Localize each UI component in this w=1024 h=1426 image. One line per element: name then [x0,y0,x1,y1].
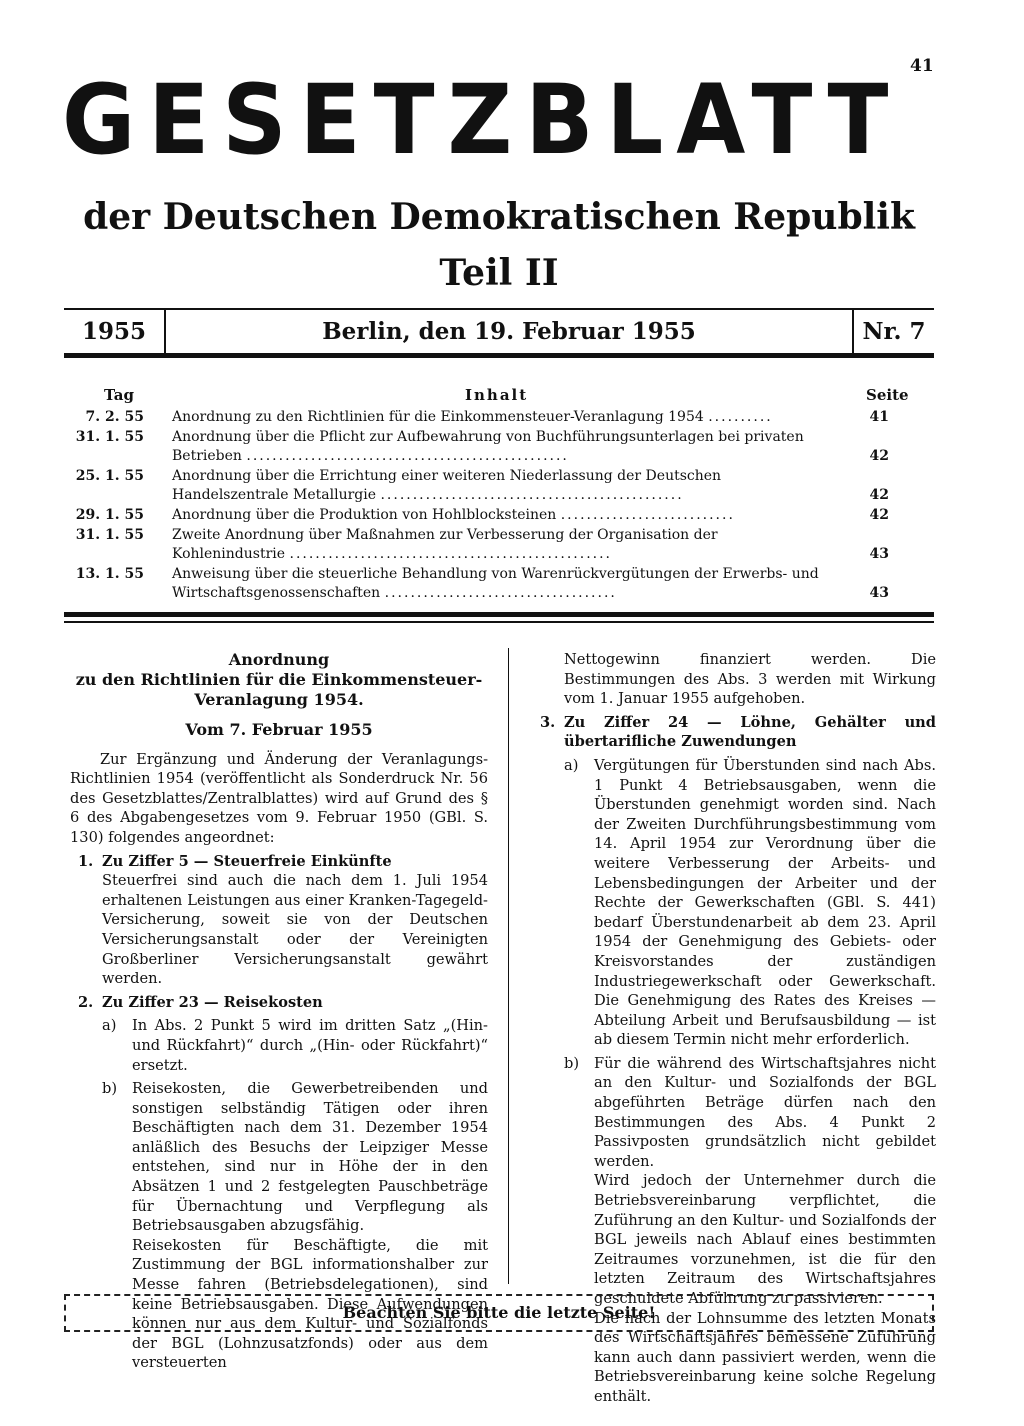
toc-entry: 25. 1. 55 Anordnung über die Errichtung einer weiteren Niederlassung der Deutschen Handelszentrale Metallurgie ............................................... 42 [64,467,934,505]
toc-title: Anweisung über die steuerliche Behandlung von Warenrückvergütungen der Erwerbs- und Wirtschaftsgenossenschaften [172,566,819,601]
issue-year: 1955 [81,318,146,345]
article-title-1: Anordnung [228,650,330,669]
toc-entry: 29. 1. 55 Anordnung über die Produktion von Hohlblocksteinen ........................... 42 [64,506,934,525]
sub-letter: a) [564,756,579,774]
sub-item [564,756,936,1050]
item-number: 2. [78,993,94,1011]
toc-page: 42 [869,448,889,464]
issue-info-bar [64,308,934,358]
toc-date: 31. 1. 55 [75,429,144,445]
column-divider [508,648,509,1284]
sub-item [564,1054,936,1407]
article-title-3: Veranlagung 1954. [194,690,364,709]
sub-letter: b) [564,1054,580,1072]
toc-page: 41 [869,409,889,425]
toc-title: Anordnung über die Errichtung einer weiteren Niederlassung der Deutschen Handelszentrale Metallurgie [172,468,722,503]
article-date: Vom 7. Februar 1955 [185,720,373,739]
masthead-subtitle: der Deutschen Demokratischen Republik [83,196,915,238]
toc-date: 13. 1. 55 [75,566,144,582]
toc-entry: 7. 2. 55 Anordnung zu den Richtlinien für die Einkommensteuer-Veranlagung 1954 .......... 41 [64,408,934,427]
table-of-contents [64,408,934,604]
sub-text: In Abs. 2 Punkt 5 wird im dritten Satz „(Hin- und Rückfahrt)“ durch „(Hin- oder Rückfahrt)“ ersetzt. [132,1017,488,1074]
notice-box: Beachten Sie bitte die letzte Seite! [64,1294,934,1332]
sub-text: Wird jedoch der Unternehmer durch die Betriebsvereinbarung verpflichtet, die Zuführung an den Kultur- und Sozialfonds der BGL jeweils nach Ablauf eines bestimmten Zeitraumes vorzunehmen, ist die für den letzten Zeitraum des Wirtschaftsjahres geschuldete Abführung zu passivieren. [594,1172,937,1307]
issue-place-date: Berlin, den 19. Februar 1955 [164,310,854,353]
toc-title: Anordnung über die Pflicht zur Aufbewahrung von Buchführungsunterlagen bei privaten Betrieben [172,429,804,464]
toc-title: Zweite Anordnung über Maßnahmen zur Verbesserung der Organisation der Kohlenindustrie [172,527,718,562]
toc-date: 29. 1. 55 [75,507,144,523]
sub-text: Reisekosten, die Gewerbetreibenden und sonstigen selbständig Tätigen oder ihren Beschäftigten nach dem 31. Dezember 1954 anläßlich des Besuchs der Leipziger Messe entstehen, sind nur in Höhe der in den Absätzen 1 und 2 festgelegten Pauschbeträge für Übernachtung und Verpflegung als Betriebsausgaben abzugsfähig. [132,1080,488,1235]
toc-col-page: Seite [866,386,909,404]
masthead-part: Teil II [439,252,559,294]
sub-text: Für die während des Wirtschaftsjahres nicht an den Kultur- und Sozialfonds der BGL abgeführten Beträge dürfen nach den Bestimmungen des Abs. 4 Punkt 2 Passivposten grundsätzlich nicht gebildet werden. [594,1054,936,1170]
item-heading: Zu Ziffer 24 — Löhne, Gehälter und übertarifliche Zuwendungen [564,713,936,751]
toc-title: Anordnung zu den Richtlinien für die Einkommensteuer-Veranlagung 1954 [172,409,704,425]
continuation-text: Nettogewinn finanziert werden. Die Bestimmungen des Abs. 3 werden mit Wirkung vom 1. Januar 1955 aufgehoben. [564,651,936,708]
left-column [70,650,488,1373]
article-title-2: zu den Richtlinien für die Einkommensteuer- [75,670,483,689]
sub-text: Reisekosten für Beschäftigte, die mit Zustimmung der BGL informationshalber zur Messe fahren (Betriebsdelegationen), sind keine Betriebsausgaben. Diese Aufwendungen können nur aus dem Kultur- und Sozialfonds der BGL (Lohnzusatzfonds) oder aus dem versteuerten [132,1236,488,1372]
toc-col-day: Tag [104,386,134,404]
sub-item [102,1016,488,1075]
page-number: 41 [910,56,934,76]
toc-entry: 31. 1. 55 Anordnung über die Pflicht zur Aufbewahrung von Buchführungsunterlagen bei privaten Betrieben .................................................. 42 [64,428,934,466]
toc-date: 31. 1. 55 [75,527,144,543]
toc-page: 42 [869,507,889,523]
toc-title: Anordnung über die Produktion von Hohlblocksteinen [172,507,557,523]
item-number: 3. [540,713,556,731]
sub-letter: b) [102,1080,118,1098]
toc-entry: 13. 1. 55 Anweisung über die steuerliche Behandlung von Warenrückvergütungen der Erwerbs- und Wirtschaftsgenossenschaften .................................... 43 [64,565,934,603]
sub-letter: a) [102,1017,117,1035]
toc-entry: 31. 1. 55 Zweite Anordnung über Maßnahmen zur Verbesserung der Organisation der Kohlenindustrie .................................................. 43 [64,526,934,564]
item-number: 1. [78,852,94,870]
item-text: Steuerfrei sind auch die nach dem 1. Juli 1954 erhaltenen Leistungen aus einer Kranken-Tagegeld-Versicherung, soweit sie von der Deutschen Versicherungsanstalt oder der Vereinigten Großberliner Versicherungsanstalt gewährt werden. [102,872,488,988]
divider [64,621,934,623]
toc-page: 43 [869,585,889,601]
toc-page: 42 [869,487,889,503]
toc-page: 43 [869,546,889,562]
toc-date: 25. 1. 55 [75,468,144,484]
item-heading: Zu Ziffer 5 — Steuerfreie Einkünfte [102,852,392,870]
sub-text: Vergütungen für Überstunden sind nach Abs. 1 Punkt 4 Betriebsausgaben, wenn die Überstunden genehmigt worden sind. Nach der Zweiten Durchführungsbestimmung vom 14. April 1954 zur Verordnung über die weitere Verbesserung der Arbeits- und Lebensbedingungen der Arbeiter und der Rechte der Gewerkschaften (GBl. S. 441) bedarf Überstundenarbeit ab dem 23. April 1954 der Genehmigung des Gebiets- oder Kreisvorstandes der zuständigen Industriegewerkschaft oder Gewerkschaft. Die Genehmigung des Rates des Kreises — Abteilung Arbeit und Berufsausbildung — ist ab diesem Termin nicht mehr erforderlich. [594,756,936,1049]
toc-col-content: Inhalt [465,386,529,404]
section-item [70,852,488,989]
masthead-title: GESETZBLATT [62,64,902,176]
issue-number: Nr. 7 [862,318,926,345]
item-heading: Zu Ziffer 23 — Reisekosten [102,993,323,1011]
article-intro: Zur Ergänzung und Änderung der Veranlagungs-Richtlinien 1954 (veröffentlicht als Sonderdruck Nr. 56 des Gesetzblattes/Zentralblattes) wird auf Grund des § 6 des Abgabengesetzes vom 9. Februar 1950 (GBl. S. 130) folgendes angeordnet: [70,750,488,846]
divider [64,612,934,617]
toc-date: 7. 2. 55 [85,409,144,425]
sub-text: Die nach der Lohnsumme des letzten Monats des Wirtschaftsjahres bemessene Zuführung kann auch dann passiviert werden, wenn die Betriebsvereinbarung keine solche Regelung enthält. [594,1309,936,1405]
